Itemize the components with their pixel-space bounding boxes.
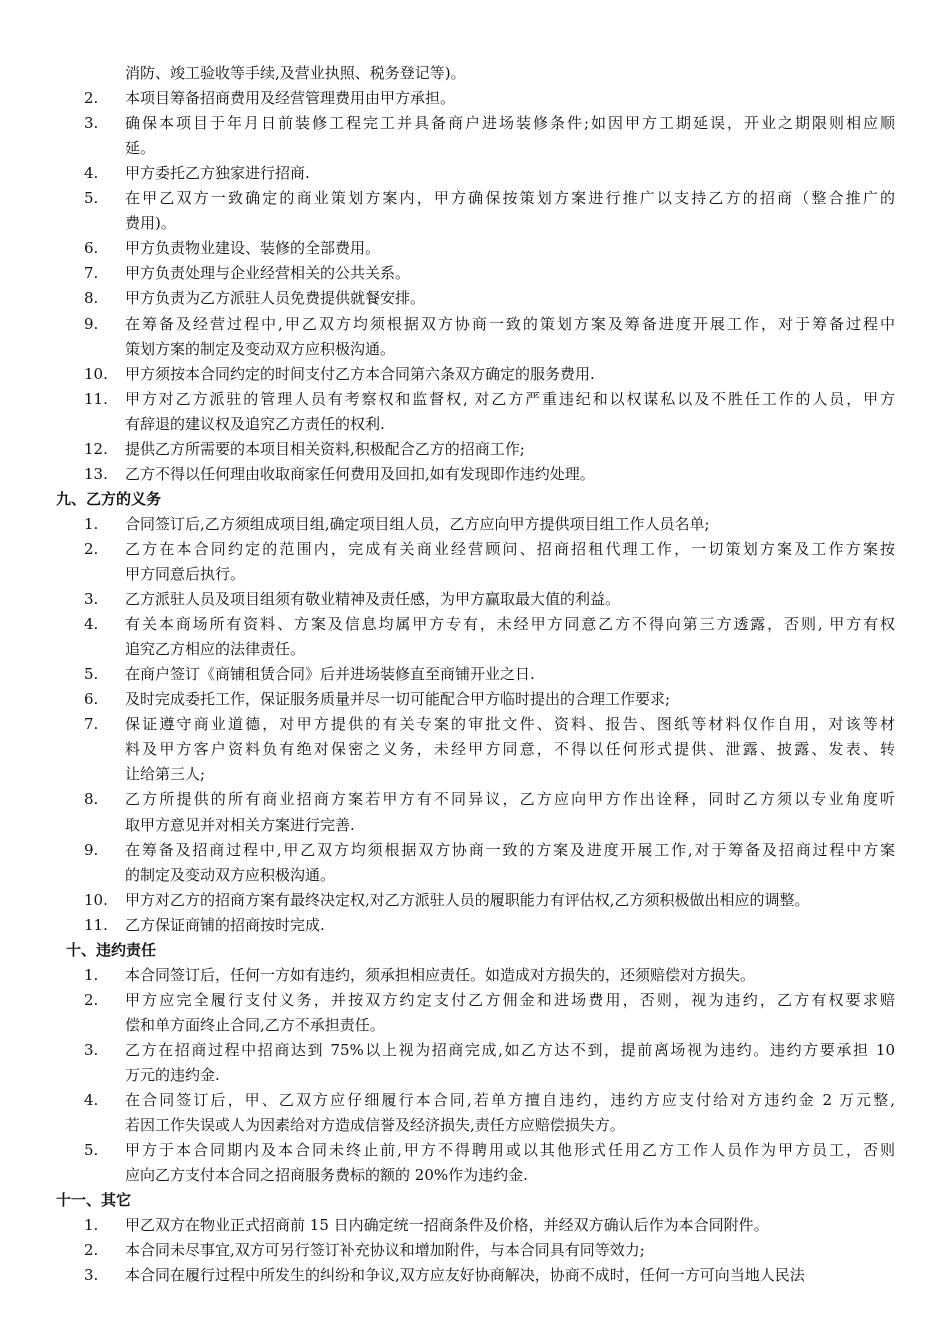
list-item-number: 7. <box>84 715 99 734</box>
section-heading: 十、违约责任 <box>66 940 157 959</box>
paragraph-continuation: 消防、竣工验收等手续,及营业执照、税务登记等)。 <box>125 64 466 82</box>
list-item-number: 10. <box>84 890 108 909</box>
list-item-text: 应向乙方支付本合同之招商服务费标的额的 20%作为违约金. <box>125 1166 528 1185</box>
list-item-text: 若因工作失误或人为因素给对方造成信誉及经济损失,责任方应赔偿损失方。 <box>125 1116 625 1135</box>
list-item-number: 4. <box>84 164 99 183</box>
list-item-number: 2. <box>84 89 99 108</box>
list-item-text: 及时完成委托工作，保证服务质量并尽一切可能配合甲方临时提出的合理工作要求; <box>125 690 671 709</box>
list-item-text: 甲方同意后执行。 <box>125 565 246 583</box>
list-item-text: 乙方不得以任何理由收取商家任何费用及回扣,如有发现即作违约处理。 <box>125 464 595 483</box>
list-item-number: 3. <box>84 590 99 609</box>
list-item-number: 10. <box>84 364 108 383</box>
list-item-number: 3. <box>84 114 99 133</box>
list-item-text: 乙方派驻人员及项目组须有敬业精神及责任感，为甲方赢取最大值的利益。 <box>125 590 621 609</box>
list-item-text: 费用)。 <box>125 214 176 233</box>
list-item-number: 5. <box>84 189 99 208</box>
list-item-text: 乙方保证商铺的招商按时完成. <box>125 915 325 934</box>
list-item-text: 甲方应完全履行支付义务，并按双方约定支付乙方佣金和进场费用，否则，视为违约，乙方有权要求赔 <box>125 990 895 1009</box>
list-item-number: 1. <box>84 514 99 533</box>
list-item-number: 5. <box>84 1141 99 1160</box>
list-item-number: 3. <box>84 1266 99 1285</box>
list-item-number: 2. <box>84 1241 99 1260</box>
list-item-text: 本项目筹备招商费用及经营管理费用由甲方承担。 <box>125 89 456 108</box>
list-item-number: 1. <box>84 1216 99 1235</box>
list-item-text: 本合同在履行过程中所发生的纠纷和争议,双方应友好协商解决，协商不成时，任何一方可向当地人民法 <box>125 1266 805 1285</box>
list-item-number: 2. <box>84 539 99 558</box>
list-item-text: 甲方负责处理与企业经营相关的公共关系。 <box>125 264 411 283</box>
list-item-number: 4. <box>84 615 99 634</box>
list-item-number: 12. <box>84 439 108 458</box>
list-item-text: 有辞退的建议权及追究乙方责任的权利. <box>125 414 385 433</box>
list-item-number: 13. <box>84 464 108 483</box>
list-item-number: 6. <box>84 239 99 258</box>
list-item-text: 本合同未尽事宜,双方可另行签订补充协议和增加附件，与本合同具有同等效力; <box>125 1241 645 1260</box>
list-item-text: 甲方委托乙方独家进行招商. <box>125 164 310 183</box>
list-item-text: 策划方案的制定及变动双方应积极沟通。 <box>125 339 396 358</box>
list-item-text: 取甲方意见并对相关方案进行完善. <box>125 815 355 834</box>
list-item-number: 5. <box>84 665 99 684</box>
section-heading: 九、乙方的义务 <box>56 489 162 508</box>
list-item-number: 9. <box>84 840 99 859</box>
list-item-text: 甲方对乙方派驻的管理人员有考察权和监督权, 对乙方严重违纪和以权谋私以及不胜任工作的人员，甲方 <box>125 389 895 408</box>
list-item-text: 确保本项目于年月日前装修工程完工并具备商户进场装修条件;如因甲方工期延误，开业之期限则相应顺 <box>125 114 895 133</box>
list-item-text: 在商户签订《商铺租赁合同》后并进场装修直至商铺开业之日. <box>125 665 535 684</box>
list-item-text: 保证遵守商业道德，对甲方提供的有关专案的审批文件、资料、报告、图纸等材料仅作自用，对该等材 <box>125 715 895 734</box>
list-item-number: 6. <box>84 690 99 709</box>
list-item-text: 甲方负责为乙方派驻人员免费提供就餐安排。 <box>125 289 426 308</box>
list-item-number: 9. <box>84 314 99 333</box>
list-item-text: 甲方须按本合同约定的时间支付乙方本合同第六条双方确定的服务费用. <box>125 364 595 383</box>
list-item-number: 4. <box>84 1091 99 1110</box>
list-item-text: 乙方在招商过程中招商达到 75%以上视为招商完成,如乙方达不到，提前离场视为违约。违约方要承担 10 <box>125 1040 895 1059</box>
list-item-text: 在甲乙双方一致确定的商业策划方案内，甲方确保按策划方案进行推广以支持乙方的招商（整合推广的 <box>125 189 895 208</box>
list-item-text: 追究乙方相应的法律责任。 <box>125 640 306 659</box>
list-item-number: 1. <box>84 965 99 984</box>
list-item-number: 3. <box>84 1040 99 1059</box>
list-item-number: 8. <box>84 790 99 809</box>
list-item-text: 料及甲方客户资料负有绝对保密之义务，未经甲方同意，不得以任何形式提供、泄露、披露、发表、转 <box>125 740 895 759</box>
list-item-number: 11. <box>84 389 108 408</box>
list-item-text: 延。 <box>125 139 156 158</box>
list-item-text: 偿和单方面终止合同,乙方不承担责任。 <box>125 1015 385 1034</box>
list-item-text: 让给第三人; <box>125 765 206 784</box>
section-heading: 十一、其它 <box>56 1191 132 1210</box>
list-item-text: 乙方在本合同约定的范围内，完成有关商业经营顾问、招商招租代理工作，一切策划方案及工作方案按 <box>125 539 895 558</box>
list-item-text: 万元的违约金. <box>125 1066 220 1084</box>
list-item-number: 8. <box>84 289 99 308</box>
list-item-text: 合同签订后,乙方须组成项目组,确定项目组人员，乙方应向甲方提供项目组工作人员名单; <box>125 514 710 533</box>
list-item-text: 甲方负责物业建设、装修的全部费用。 <box>125 239 381 258</box>
list-item-text: 本合同签订后，任何一方如有违约，须承担相应责任。如造成对方损失的，还须赔偿对方损失。 <box>125 965 756 984</box>
list-item-number: 11. <box>84 915 108 934</box>
list-item-text: 乙方所提供的所有商业招商方案若甲方有不同异议，乙方应向甲方作出诠释，同时乙方须以专业角度听 <box>125 790 895 809</box>
list-item-text: 提供乙方所需要的本项目相关资料,积极配合乙方的招商工作; <box>125 439 525 458</box>
list-item-number: 2. <box>84 990 99 1009</box>
list-item-text: 在筹备及经营过程中,甲乙双方均须根据双方协商一致的策划方案及筹备进度开展工作，对于筹备过程中 <box>125 314 895 333</box>
list-item-text: 在合同签订后，甲、乙双方应仔细履行本合同,若单方擅自违约，违约方应支付给对方违约金 2 万元整, <box>125 1091 895 1110</box>
list-item-number: 7. <box>84 264 99 283</box>
list-item-text: 有关本商场所有资料、方案及信息均属甲方专有，未经甲方同意乙方不得向第三方透露，否则, 甲方有权 <box>125 615 895 634</box>
list-item-text: 甲方对乙方的招商方案有最终决定权,对乙方派驻人员的履职能力有评估权,乙方须积极做出相应的调整。 <box>125 890 810 909</box>
list-item-text: 的制定及变动双方应积极沟通。 <box>125 865 336 884</box>
list-item-text: 甲方于本合同期内及本合同未终止前,甲方不得聘用或以其他形式任用乙方工作人员作为甲方员工，否则 <box>125 1141 895 1160</box>
list-item-text: 甲乙双方在物业正式招商前 15 日内确定统一招商条件及价格，并经双方确认后作为本合同附件。 <box>125 1216 769 1235</box>
list-item-text: 在筹备及招商过程中,甲乙双方均须根据双方协商一致的方案及进度开展工作,对于筹备及招商过程中方案 <box>125 840 895 859</box>
